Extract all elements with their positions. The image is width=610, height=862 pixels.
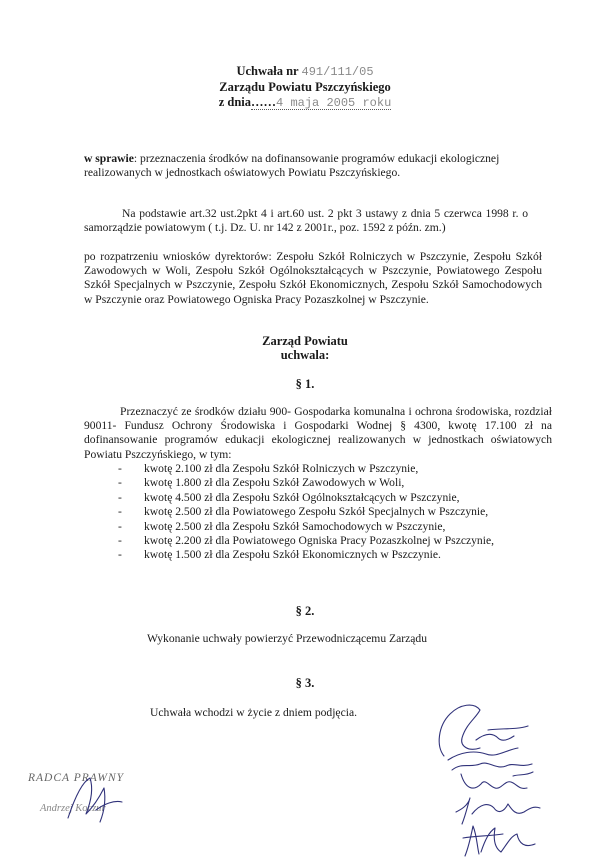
list-dash: - (118, 534, 122, 548)
resolution-date (0, 95, 610, 110)
issuing-authority: Zarządu Powiatu Pszczyńskiego (219, 80, 391, 94)
list-dash: - (118, 519, 122, 533)
subject-text: : przeznaczenia środków na dofinansowanie programów edukacji ekologicznej realizowanych w jednostkach oświatowych Powiatu Pszczyńskiego. (84, 152, 500, 180)
allocation-list (118, 462, 494, 563)
allocation-item (118, 505, 494, 519)
resolves-heading (0, 334, 610, 362)
allocation-item (118, 548, 494, 562)
legal-basis-paragraph: Na podstawie art.32 ust.2pkt 4 i art.60 ust. 2 pkt 3 ustawy z dnia 5 czerwca 1998 r. o samorządzie powiatowym ( t.j. Dz. U. nr 142 z 2001r., poz. 1592 z późn. zm.) (84, 207, 528, 235)
resolution-number: 491/111/05 (301, 65, 374, 79)
section-2-heading: § 2. (295, 604, 315, 618)
allocation-item-text: kwotę 1.500 zł dla Zespołu Szkół Ekonomicznych w Pszczynie. (144, 548, 441, 562)
allocation-item (118, 491, 494, 505)
list-dash: - (118, 505, 122, 519)
resolves-word: uchwala: (280, 348, 330, 362)
stamp-name: Andrzej Koczur (40, 803, 106, 814)
section-2-text: Wykonanie uchwały powierzyć Przewodniczącemu Zarządu (147, 632, 427, 645)
section-3-text: Uchwała wchodzi w życie z dniem podjęcia. (150, 706, 357, 719)
list-dash: - (118, 476, 122, 490)
section-1-heading: § 1. (295, 377, 315, 391)
allocation-item-text: kwotę 2.500 zł dla Zespołu Szkół Samochodowych w Pszczynie, (144, 519, 446, 533)
allocation-item-text: kwotę 2.500 zł dla Powiatowego Zespołu Szkół Specjalnych w Pszczynie, (144, 505, 489, 519)
board-signature-5 (455, 822, 545, 860)
allocation-item-text: kwotę 1.800 zł dla Zespołu Szkół Zawodowych w Woli, (144, 476, 405, 490)
allocation-item (118, 462, 494, 476)
resolution-title (0, 64, 610, 79)
allocation-item (118, 534, 494, 548)
list-dash: - (118, 490, 122, 504)
considering-paragraph: po rozpatrzeniu wniosków dyrektorów: Zespołu Szkół Rolniczych w Pszczynie, Zespołu Szkół Zawodowych w Woli, Zespołu Szkół Ogólnokształcących w Pszczynie, Powiatowego Zespołu Szkół Specjalnych w Pszczynie, Zespołu Szkół Ekonomicznych, Zespołu Szkół Samochodowych w Pszczynie oraz Powiatowego Ogniska Pracy Pozaszkolnej w Pszczynie. (84, 250, 542, 306)
section-1-paragraph: Przeznaczyć ze środków działu 900- Gospodarka komunalna i ochrona środowiska, rozdział 90011- Fundusz Ochrony Środowiska i Gospodarki Wodnej § 4300, kwotę 17.100 zł na dofinansowanie programów edukacji ekologicznej realizowanych w jednostkach oświatowych Powiatu Pszczyńskiego, w tym: (84, 405, 552, 461)
resolution-title-prefix: Uchwała nr (236, 64, 299, 78)
subject-label: w sprawie (84, 152, 134, 165)
allocation-item-text: kwotę 2.200 zł dla Powiatowego Ogniska Pracy Pozaszkolnej w Pszczynie, (144, 534, 494, 548)
date-prefix: z dnia (218, 95, 252, 109)
date-value: 4 maja 2005 roku (276, 96, 392, 110)
allocation-item (118, 520, 494, 534)
allocation-item-text: kwotę 4.500 zł dla Zespołu Szkół Ogólnokształcących w Pszczynie, (144, 490, 460, 504)
date-dotted-line: ……4 maja 2005 roku (251, 95, 392, 110)
stamp-title: RADCA PRAWNY (28, 772, 125, 784)
list-dash: - (118, 548, 122, 562)
section-3-heading: § 3. (295, 676, 315, 690)
allocation-item-text: kwotę 2.100 zł dla Zespołu Szkół Rolniczych w Pszczynie, (144, 462, 419, 475)
allocation-item (118, 476, 494, 490)
board-signature-3 (455, 766, 545, 796)
list-dash: - (118, 462, 122, 475)
legal-advisor-signature (60, 770, 140, 830)
subject-paragraph (84, 152, 514, 180)
board-name: Zarząd Powiatu (262, 334, 348, 348)
